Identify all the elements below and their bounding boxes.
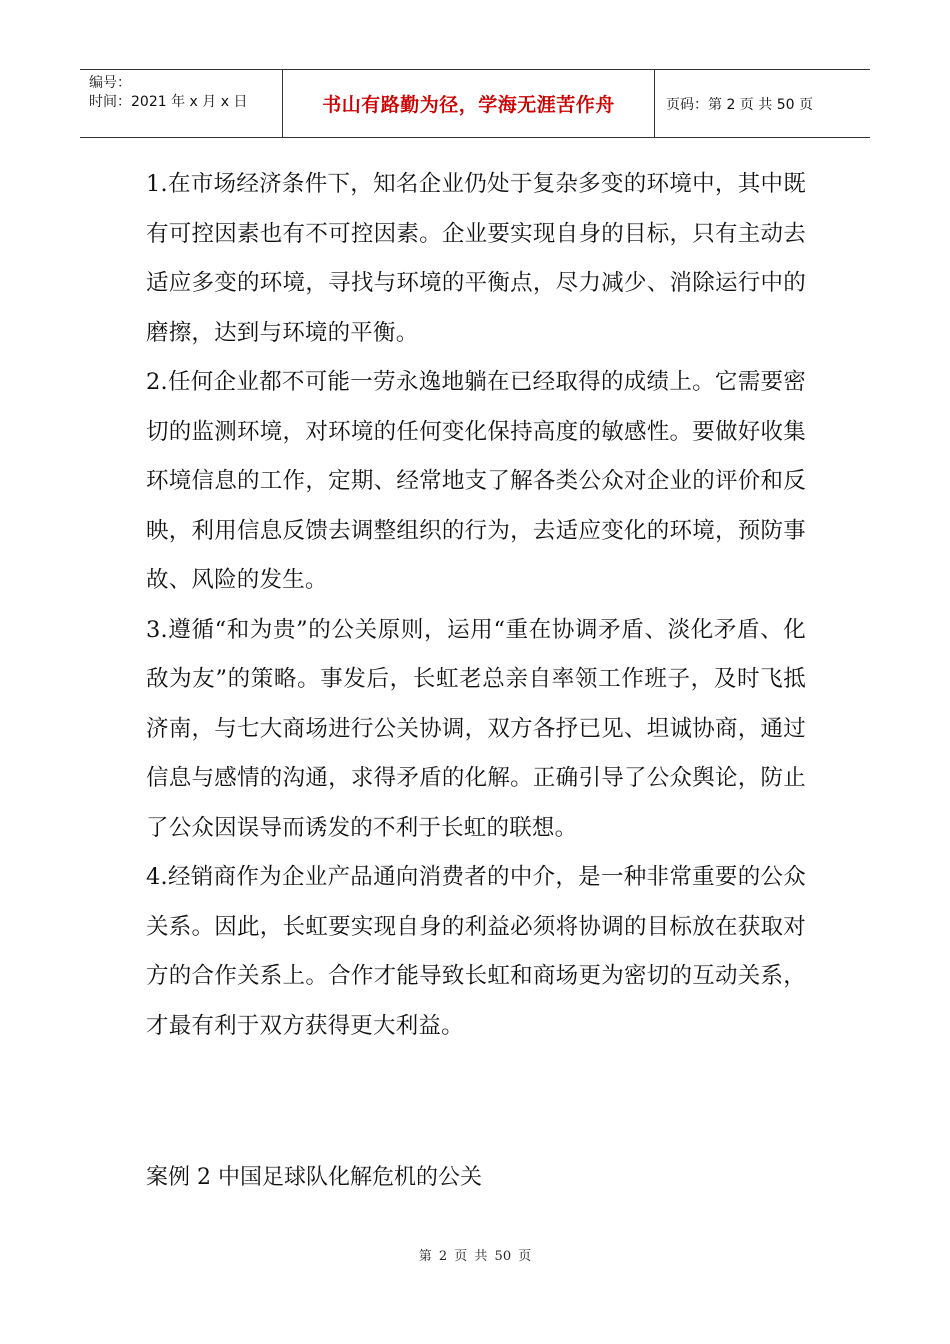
- paragraph-1: 1.在市场经济条件下，知名企业仍处于复杂多变的环境中，其中既有可控因素也有不可控因素。企业要实现自身的目标，只有主动去适应多变的环境，寻找与环境的平衡点，尽力减少、消除运行中的磨擦，达到与环境的平衡。: [146, 171, 806, 346]
- document-number-label: 编号：: [89, 75, 131, 91]
- header-divider: [654, 70, 655, 137]
- paragraph-4: 4.经销商作为企业产品通向消费者的中介，是一种非常重要的公众关系。因此，长虹要实现自身的利益必须将协调的目标放在获取对方的合作关系上。合作才能导致长虹和商场更为密切的互动关系，才最有利于双方获得更大利益。: [146, 864, 806, 1039]
- case-title: 案例 2 中国足球队化解危机的公关: [146, 1165, 482, 1190]
- paragraph-2: 2.任何企业都不可能一劳永逸地躺在已经取得的成绩上。它需要密切的监测环境，对环境的任何变化保持高度的敏感性。要做好收集环境信息的工作，定期、经常地支了解各类公众对企业的评价和反映，利用信息反馈去调整组织的行为，去适应变化的环境，预防事故、风险的发生。: [146, 369, 806, 593]
- paragraph-3: 3.遵循“和为贵”的公关原则，运用“重在协调矛盾、淡化矛盾、化敌为友”的策略。事发后，长虹老总亲自率领工作班子，及时飞抵济南，与七大商场进行公关协调，双方各抒已见、坦诚协商，通过信息与感情的沟通，求得矛盾的化解。正确引导了公众舆论，防止了公众因误导而诱发的不利于长虹的联想。: [146, 616, 806, 841]
- document-body: [146, 160, 806, 1051]
- page-footer: 第 2 页 共 50 页: [418, 1249, 532, 1264]
- header-motto: 书山有路勤为径，学海无涯苦作舟: [322, 94, 615, 116]
- page-header: [80, 69, 870, 138]
- document-time-label: 时间：2021 年 x 月 x 日: [89, 94, 248, 110]
- header-meta: [89, 74, 247, 112]
- header-page-code: 页码：第 2 页 共 50 页: [666, 97, 813, 113]
